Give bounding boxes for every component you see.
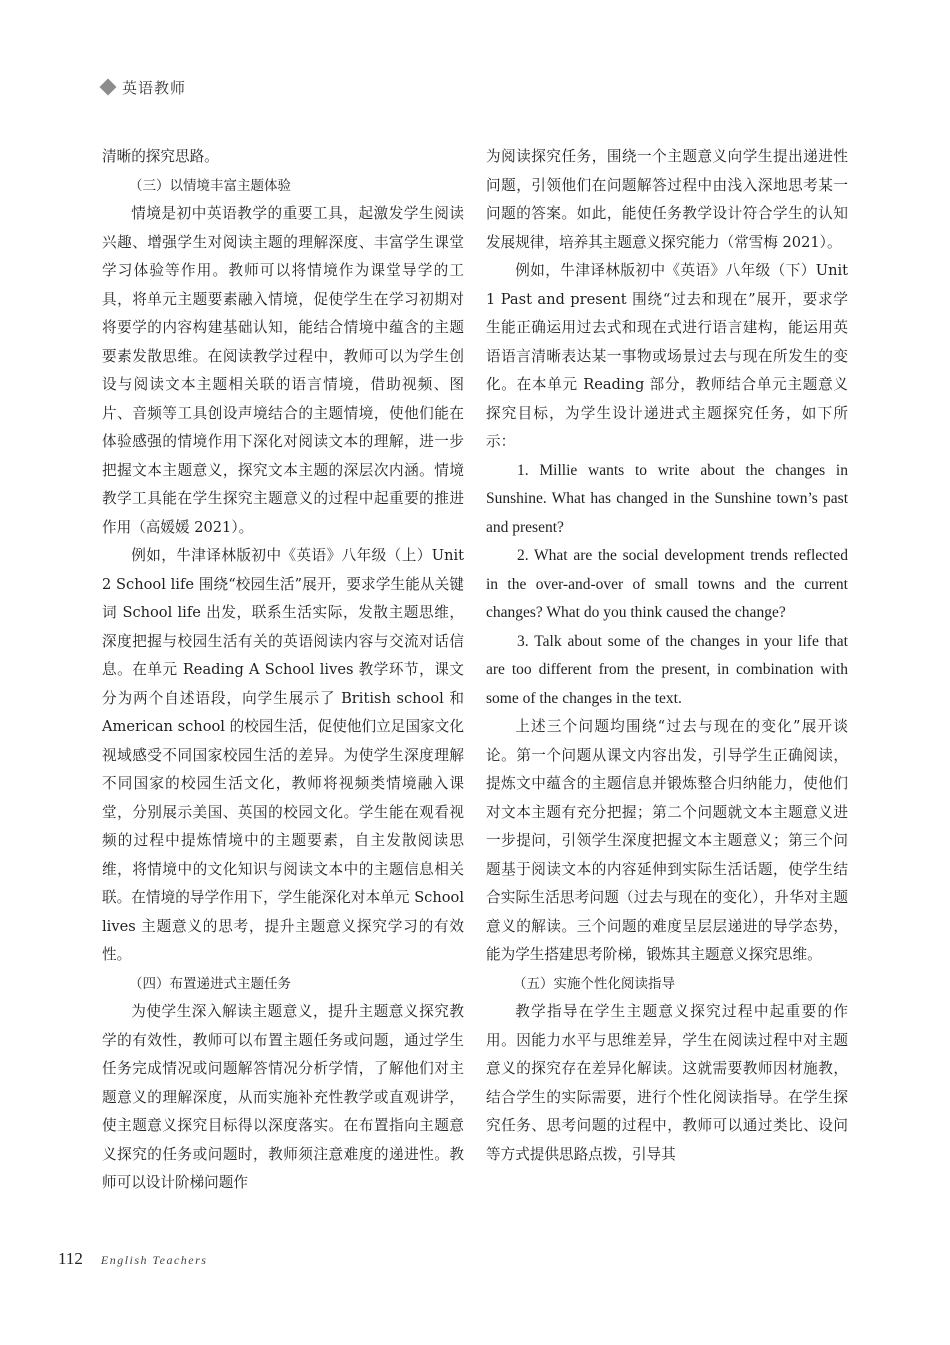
page-number: 112 [58,1249,83,1268]
paragraph: 清晰的探究思路。 [102,148,219,165]
right-column [486,143,848,1169]
section-heading: （四）布置递进式主题任务 [129,975,291,992]
section-heading: （三）以情境丰富主题体验 [129,177,291,194]
paragraph: 情境是初中英语教学的重要工具，起激发学生阅读兴趣、增强学生对阅读主题的理解深度、丰富学生课堂学习体验等作用。教师可以将情境作为课堂导学的工具，将单元主题要素融入情境，促使学生在学习初期对将要学的内容构建基础认知，能结合情境中蕴含的主题要素发散思维。在阅读教学过程中，教师可以为学生创设与阅读文本主题相关联的语言情境，借助视频、图片、音频等工具创设声境结合的主题情境，使他们能在体验感强的情境作用下深化对阅读文本的理解，进一步把握文本主题意义，探究文本主题的深层次内涵。情境教学工具能在学生探究主题意义的过程中起重要的推进作用（高媛媛 2021）。 [102,205,464,536]
question-item: 3. Talk about some of the changes in your life that are too different from the present, in combination with some of the changes in the text. [486,632,848,707]
paragraph: 教学指导在学生主题意义探究过程中起重要的作用。因能力水平与思维差异，学生在阅读过程中对主题意义的探究存在差异化解读。这就需要教师因材施教，结合学生的实际需要，进行个性化阅读指导。在学生探究任务、思考问题的过程中，教师可以通过类比、设问等方式提供思路点拨，引导其 [486,1003,848,1163]
page-footer [58,1249,207,1269]
paragraph: 为阅读探究任务，围绕一个主题意义向学生提出递进性问题，引领他们在问题解答过程中由浅入深地思考某一问题的答案。如此，能使任务教学设计符合学生的认知发展规律，培养其主题意义探究能力（常雪梅 2021）。 [486,148,848,251]
running-header [102,76,186,98]
journal-title: 英语教师 [122,78,187,97]
question-item: 2. What are the social development trends reflected in the over-and-over of small towns and the current changes? What do you think caused the change? [486,547,848,621]
question-item: 1. Millie wants to write about the changes in Sunshine. What has changed in the Sunshine town’s past and present? [486,461,848,536]
section-heading: （五）实施个性化阅读指导 [513,975,675,992]
paragraph: 例如，牛津译林版初中《英语》八年级（下）Unit 1 Past and present 围绕“过去和现在”展开，要求学生能正确运用过去式和现在式进行语言建构，能运用英语语言清晰表达某一事物或场景过去与现在所发生的变化。在本单元 Reading 部分，教师结合单元主题意义探究目标，为学生设计递进式主题探究任务，如下所示： [486,262,848,450]
diamond-icon [100,79,117,96]
left-column [102,143,464,1198]
footer-journal-title: English Teachers [100,1253,208,1267]
paragraph: 上述三个问题均围绕“过去与现在的变化”展开谈论。第一个问题从课文内容出发，引导学生正确阅读，提炼文中蕴含的主题信息并锻炼整合归纳能力，使他们对文本主题有充分把握；第二个问题就文本主题意义进一步提问，引领学生深度把握文本主题意义；第三个问题基于阅读文本的内容延伸到实际生活话题，使学生结合实际生活思考问题（过去与现在的变化），升华对主题意义的解读。三个问题的难度呈层层递进的导学态势，能为学生搭建思考阶梯，锻炼其主题意义探究思维。 [486,718,848,963]
paragraph: 为使学生深入解读主题意义，提升主题意义探究教学的有效性，教师可以布置主题任务或问题，通过学生任务完成情况或问题解答情况分析学情，了解他们对主题意义的理解深度，从而实施补充性教学或直观讲学，使主题意义探究目标得以深度落实。在布置指向主题意义探究的任务或问题时，教师须注意难度的递进性。教师可以设计阶梯问题作 [102,1003,464,1191]
paragraph: 例如，牛津译林版初中《英语》八年级（上）Unit 2 School life 围绕“校园生活”展开，要求学生能从关键词 School life 出发，联系生活实际，发散主题思维，深度把握与校园生活有关的英语阅读内容与交流对话信息。在单元 Reading A School lives 教学环节，课文分为两个自述语段，向学生展示了 British school 和 American school 的校园生活，促使他们立足国家文化视域感受不同国家校园生活的差异。为使学生深度理解不同国家的校园生活文化，教师将视频类情境融入课堂，分别展示美国、英国的校园文化。学生能在观看视频的过程中提炼情境中的主题要素，自主发散阅读思维，将情境中的文化知识与阅读文本中的主题信息相关联。在情境的导学作用下，学生能深化对本单元 School lives 主题意义的思考，提升主题意义探究学习的有效性。 [102,547,464,963]
